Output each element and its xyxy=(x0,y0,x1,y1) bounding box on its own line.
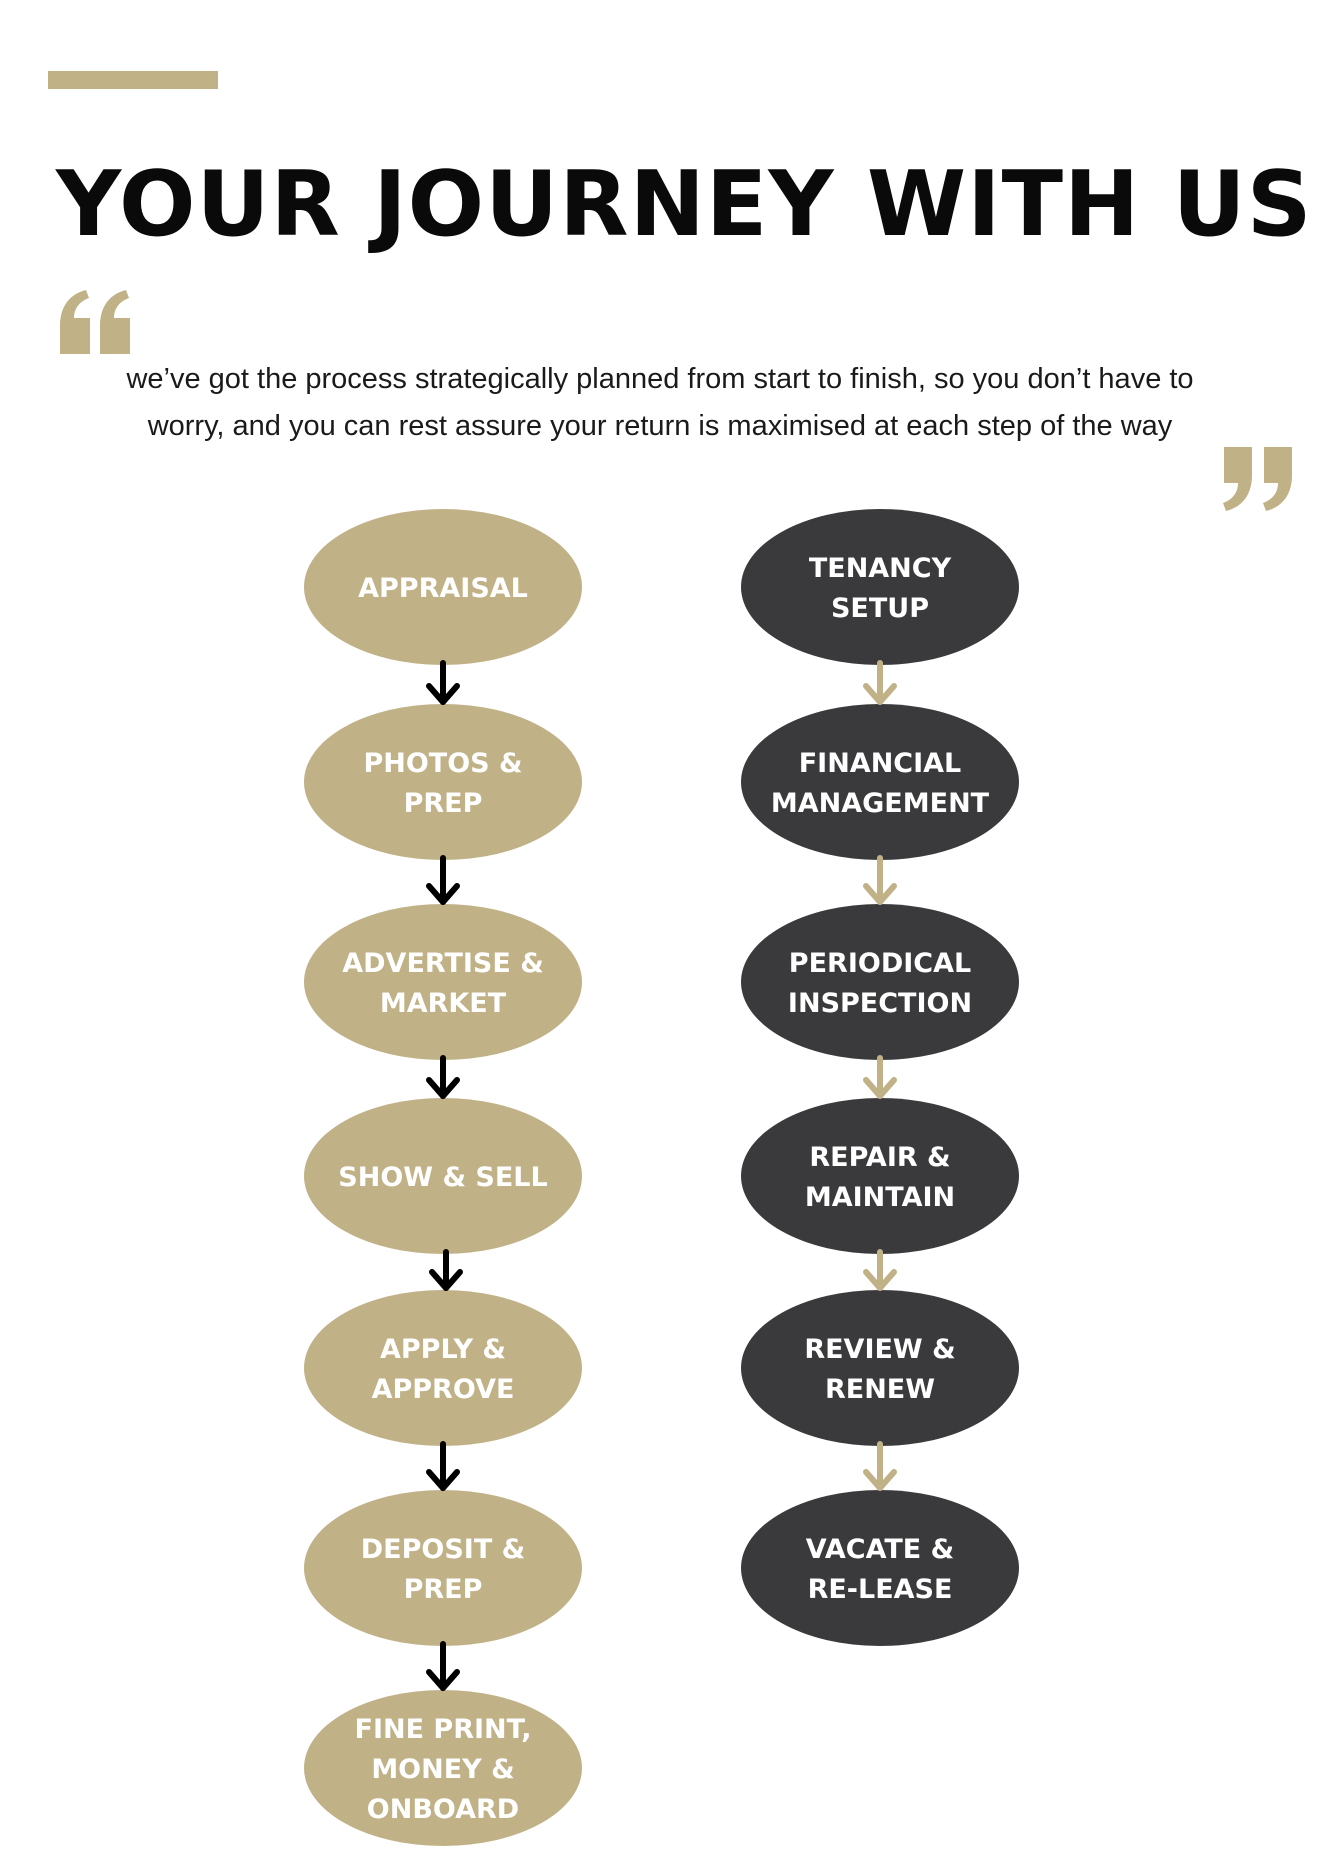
left-step-1 xyxy=(304,509,582,665)
left-step-shape xyxy=(304,1290,582,1446)
arrow-down-icon xyxy=(429,663,457,702)
right-step-label: VACATE & xyxy=(805,1534,955,1565)
right-step-label: RENEW xyxy=(824,1374,936,1405)
right-step-shape xyxy=(741,1098,1019,1254)
right-step-4 xyxy=(741,1098,1019,1254)
right-step-label: REPAIR & xyxy=(809,1142,951,1173)
right-step-shape xyxy=(741,1290,1019,1446)
right-step-label: REVIEW & xyxy=(804,1334,956,1365)
left-step-shape xyxy=(304,904,582,1060)
left-step-7 xyxy=(304,1690,582,1846)
right-step-label: FINANCIAL xyxy=(798,748,962,779)
arrow-down-icon xyxy=(429,1058,457,1096)
right-step-shape xyxy=(741,904,1019,1060)
left-step-6 xyxy=(304,1490,582,1646)
left-step-shape xyxy=(304,704,582,860)
right-step-label: TENANCY xyxy=(808,553,952,584)
right-step-label: SETUP xyxy=(830,593,930,624)
arrow-down-icon xyxy=(429,1644,457,1688)
left-step-shape xyxy=(304,1490,582,1646)
arrow-down-icon xyxy=(866,1058,894,1096)
arrow-down-icon xyxy=(866,858,894,902)
arrow-down-icon xyxy=(432,1252,460,1288)
left-step-3 xyxy=(304,904,582,1060)
left-step-label: MONEY & xyxy=(371,1754,515,1785)
arrow-down-icon xyxy=(866,1444,894,1488)
left-step-label: ONBOARD xyxy=(366,1794,520,1825)
left-step-4 xyxy=(304,1098,582,1254)
arrow-down-icon xyxy=(866,663,894,702)
left-step-label: SHOW & SELL xyxy=(338,1162,548,1193)
right-step-label: PERIODICAL xyxy=(788,948,972,979)
left-step-label: ADVERTISE & xyxy=(342,948,544,979)
page-title: YOUR JOURNEY WITH US xyxy=(56,152,1313,257)
right-step-shape xyxy=(741,704,1019,860)
right-step-label: MANAGEMENT xyxy=(770,788,990,819)
arrow-down-icon xyxy=(429,1444,457,1488)
left-step-label: PREP xyxy=(403,788,483,819)
right-step-shape xyxy=(741,509,1019,665)
right-step-label: MAINTAIN xyxy=(804,1182,956,1213)
right-step-6 xyxy=(741,1490,1019,1646)
arrow-down-icon xyxy=(866,1252,894,1288)
left-step-label: MARKET xyxy=(379,988,507,1019)
left-step-2 xyxy=(304,704,582,860)
intro-text: we’ve got the process strategically planned from start to finish, so you don’t have to worry, and you can rest assure your return is maximised at each step of the way xyxy=(126,363,1194,442)
left-step-label: FINE PRINT, xyxy=(354,1714,532,1745)
right-step-label: RE-LEASE xyxy=(807,1574,953,1605)
left-step-5 xyxy=(304,1290,582,1446)
right-step-3 xyxy=(741,904,1019,1060)
left-step-label: APPRAISAL xyxy=(358,573,528,604)
right-step-5 xyxy=(741,1290,1019,1446)
arrow-down-icon xyxy=(429,858,457,902)
right-step-label: INSPECTION xyxy=(787,988,973,1019)
right-step-1 xyxy=(741,509,1019,665)
left-step-label: APPLY & xyxy=(380,1334,506,1365)
right-step-shape xyxy=(741,1490,1019,1646)
left-step-label: PREP xyxy=(403,1574,483,1605)
left-step-label: PHOTOS & xyxy=(363,748,523,779)
left-step-label: APPROVE xyxy=(371,1374,515,1405)
left-step-label: DEPOSIT & xyxy=(360,1534,526,1565)
right-step-2 xyxy=(741,704,1019,860)
